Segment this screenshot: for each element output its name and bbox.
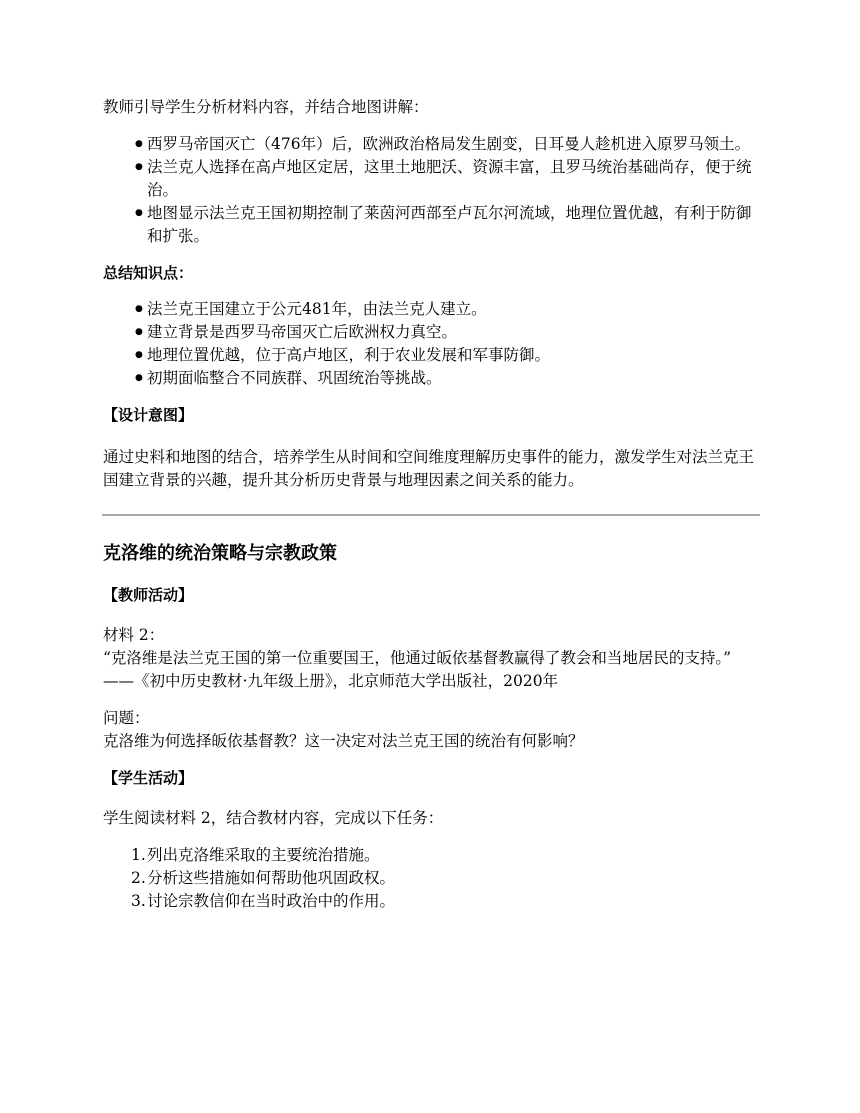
list-item: ● 初期面临整合不同族群、巩固统治等挑战。 xyxy=(147,367,763,390)
task-number: 3. xyxy=(131,892,146,910)
material-label: 材料 2： xyxy=(103,626,165,644)
task-text: 列出克洛维采取的主要统治措施。 xyxy=(147,846,380,864)
design-intent-paragraph: 通过史料和地图的结合，培养学生从时间和空间维度理解历史事件的能力，激发学生对法兰克王国建立背景的兴趣，提升其分析历史背景与地理因素之间关系的能力。 xyxy=(103,448,755,489)
material-block xyxy=(103,624,763,693)
question-label: 问题： xyxy=(103,709,150,727)
task-list xyxy=(103,844,763,913)
material-source: ——《初中历史教材·九年级上册》，北京师范大学出版社，2020年 xyxy=(103,672,559,690)
task-text: 分析这些措施如何帮助他巩固政权。 xyxy=(147,869,396,887)
list-item: ● 地理位置优越，位于高卢地区，利于农业发展和军事防御。 xyxy=(147,344,763,367)
design-intent-heading: 【设计意图】 xyxy=(103,406,194,424)
summary-heading: 总结知识点： xyxy=(103,264,194,282)
student-activity-heading: 【学生活动】 xyxy=(103,769,194,787)
section-divider xyxy=(102,514,760,516)
question-block xyxy=(103,707,763,753)
list-item xyxy=(131,867,763,890)
list-item: ● 法兰克人选择在高卢地区定居，这里土地肥沃、资源丰富，且罗马统治基础尚存，便于统治。 xyxy=(147,156,763,202)
analysis-points-list xyxy=(103,133,763,248)
material-quote: “克洛维是法兰克王国的第一位重要国王，他通过皈依基督教赢得了教会和当地居民的支持。” xyxy=(103,649,732,667)
list-item: ● 建立背景是西罗马帝国灭亡后欧洲权力真空。 xyxy=(147,321,763,344)
list-item: ● 法兰克王国建立于公元481年，由法兰克人建立。 xyxy=(147,298,763,321)
task-number: 2. xyxy=(131,869,146,887)
summary-points-list xyxy=(103,298,763,390)
list-item xyxy=(131,844,763,867)
task-text: 讨论宗教信仰在当时政治中的作用。 xyxy=(147,892,396,910)
list-item xyxy=(131,890,763,913)
task-number: 1. xyxy=(131,846,146,864)
student-intro: 学生阅读材料 2，结合教材内容，完成以下任务： xyxy=(103,809,444,827)
intro-paragraph: 教师引导学生分析材料内容，并结合地图讲解： xyxy=(103,98,429,116)
question-text: 克洛维为何选择皈依基督教？这一决定对法兰克王国的统治有何影响？ xyxy=(103,732,584,750)
section-title: 克洛维的统治策略与宗教政策 xyxy=(103,543,337,564)
teacher-activity-heading: 【教师活动】 xyxy=(103,586,194,604)
document-content xyxy=(103,96,763,913)
list-item: ● 西罗马帝国灭亡（476年）后，欧洲政治格局发生剧变，日耳曼人趁机进入原罗马领土。 xyxy=(147,133,763,156)
list-item: ● 地图显示法兰克王国初期控制了莱茵河西部至卢瓦尔河流域，地理位置优越，有利于防御和扩张。 xyxy=(147,202,763,248)
